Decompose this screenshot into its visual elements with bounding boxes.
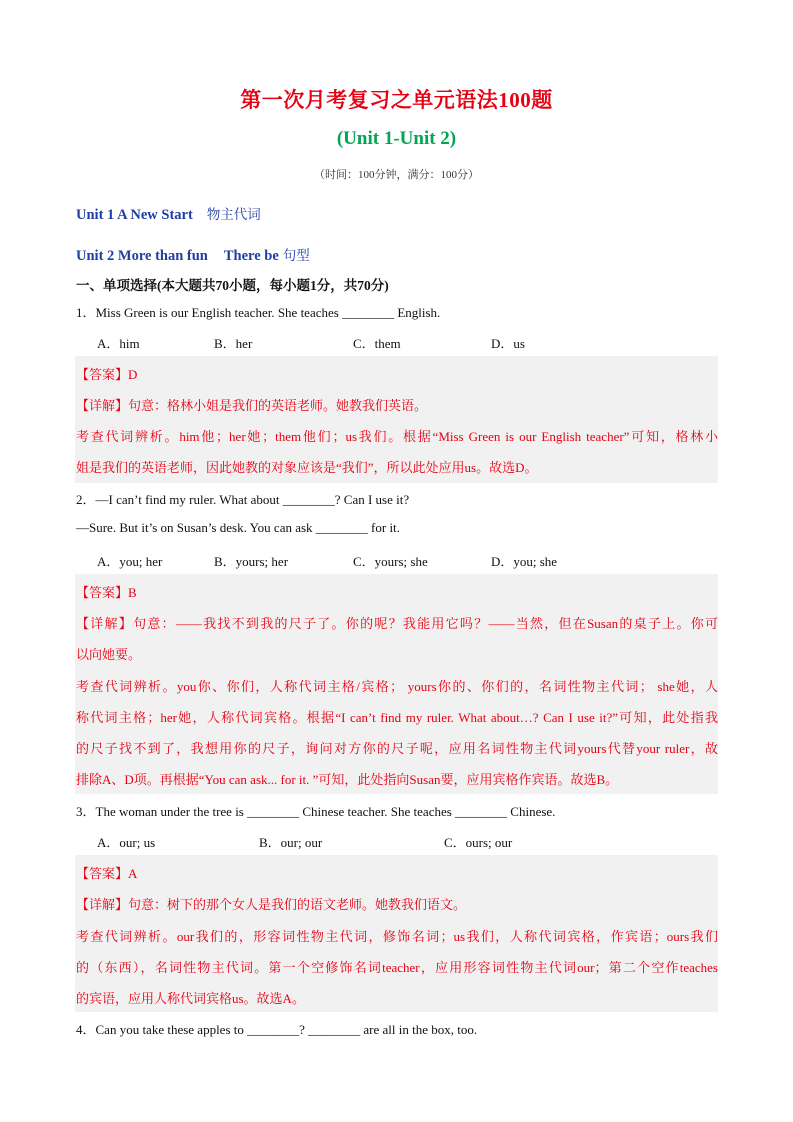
question-3-stem: 3．The woman under the tree is ________ Chinese teacher. She teaches ________ Chinese. (76, 804, 556, 819)
question-2-analysis-line-2: 称代词主格；her她，人称代词宾格。根据“I can’t find my ruler. What about…? Can I use it?”可知，此处指我 (76, 710, 718, 725)
question-1-analysis-line-2: 姐是我们的英语老师，因此她教的对象应该是“我们”，所以此处应用us。故选D。 (76, 460, 538, 475)
question-2-detail-line-1: 【详解】句意：——我找不到我的尺子了。你的呢？我能用它吗？——当然，但在Susan的桌子上。你可 (76, 616, 718, 631)
unit-2-topic: 句型 (282, 248, 310, 264)
option-b: B．our; our (259, 835, 323, 850)
unit-2-title: Unit 2 More than fun (76, 248, 208, 264)
option-a: A．you; her (97, 554, 163, 569)
option-b: B．her (214, 336, 253, 351)
option-d: D．you; she (491, 554, 558, 569)
question-1-detail: 【详解】句意：格林小姐是我们的英语老师。她教我们英语。 (76, 398, 428, 413)
question-2-detail-line-2: 以向她要。 (76, 647, 142, 662)
question-3-answer: 【答案】A (76, 866, 138, 881)
option-c: C．yours; she (353, 554, 428, 569)
unit-1-title: Unit 1 A New Start (76, 207, 193, 223)
page-subtitle: (Unit 1-Unit 2) (336, 128, 457, 149)
option-c: C．ours; our (444, 835, 513, 850)
section-heading: 一、单项选择(本大题共70小题，每小题1分，共70分) (76, 278, 389, 293)
question-4-stem: 4．Can you take these apples to ________? ________ are all in the box, too. (76, 1022, 478, 1037)
unit-1-heading (76, 203, 261, 224)
option-a: A．him (97, 336, 140, 351)
unit-2-topic-en: There be (223, 248, 279, 264)
question-2-analysis-line-1: 考查代词辨析。you你、你们，人称代词主格/宾格； yours你的、你们的，名词性物主代词； she她，人 (76, 679, 718, 694)
question-3-analysis-line-1: 考查代词辨析。our我们的，形容词性物主代词，修饰名词；us我们，人称代词宾格，作宾语；ours我们 (76, 929, 718, 944)
question-1-analysis-line-1: 考查代词辨析。him他；her她；them他们；us我们。根据“Miss Green is our English teacher”可知，格林小 (76, 429, 718, 444)
option-b: B．yours; her (214, 554, 289, 569)
question-1-stem: 1．Miss Green is our English teacher. She teaches ________ English. (76, 305, 441, 320)
unit-2-heading (76, 244, 310, 265)
question-3-detail: 【详解】句意：树下的那个女人是我们的语文老师。她教我们语文。 (76, 897, 467, 912)
question-3-analysis-line-2: 的（东西），名词性物主代词。第一个空修饰名词teacher，应用形容词性物主代词our；第二个空作teaches (76, 960, 718, 975)
question-2-stem-line-2: —Sure. But it’s on Susan’s desk. You can ask ________ for it. (76, 520, 400, 535)
time-info: （时间：100分钟，满分：100分） (314, 169, 479, 181)
question-2-analysis-line-4: 排除A、D项。再根据“You can ask... for it. ”可知，此处指向Susan要，应用宾格作宾语。故选B。 (76, 772, 619, 787)
option-a: A．our; us (97, 835, 156, 850)
question-2-stem-line-1: 2．—I can’t find my ruler. What about ________? Can I use it? (76, 492, 410, 507)
question-2-answer: 【答案】B (76, 585, 137, 600)
option-d: D．us (491, 336, 525, 351)
page-title: 第一次月考复习之单元语法100题 (240, 88, 553, 112)
unit-1-topic: 物主代词 (206, 207, 261, 223)
question-3-analysis-line-3: 的宾语，应用人称代词宾格us。故选A。 (76, 991, 305, 1006)
question-2-analysis-line-3: 的尺子找不到了，我想用你的尺子，询问对方你的尺子呢，应用名词性物主代词yours代替your ruler，故 (76, 741, 718, 756)
question-1-answer: 【答案】D (76, 367, 138, 382)
option-c: C．them (353, 336, 401, 351)
